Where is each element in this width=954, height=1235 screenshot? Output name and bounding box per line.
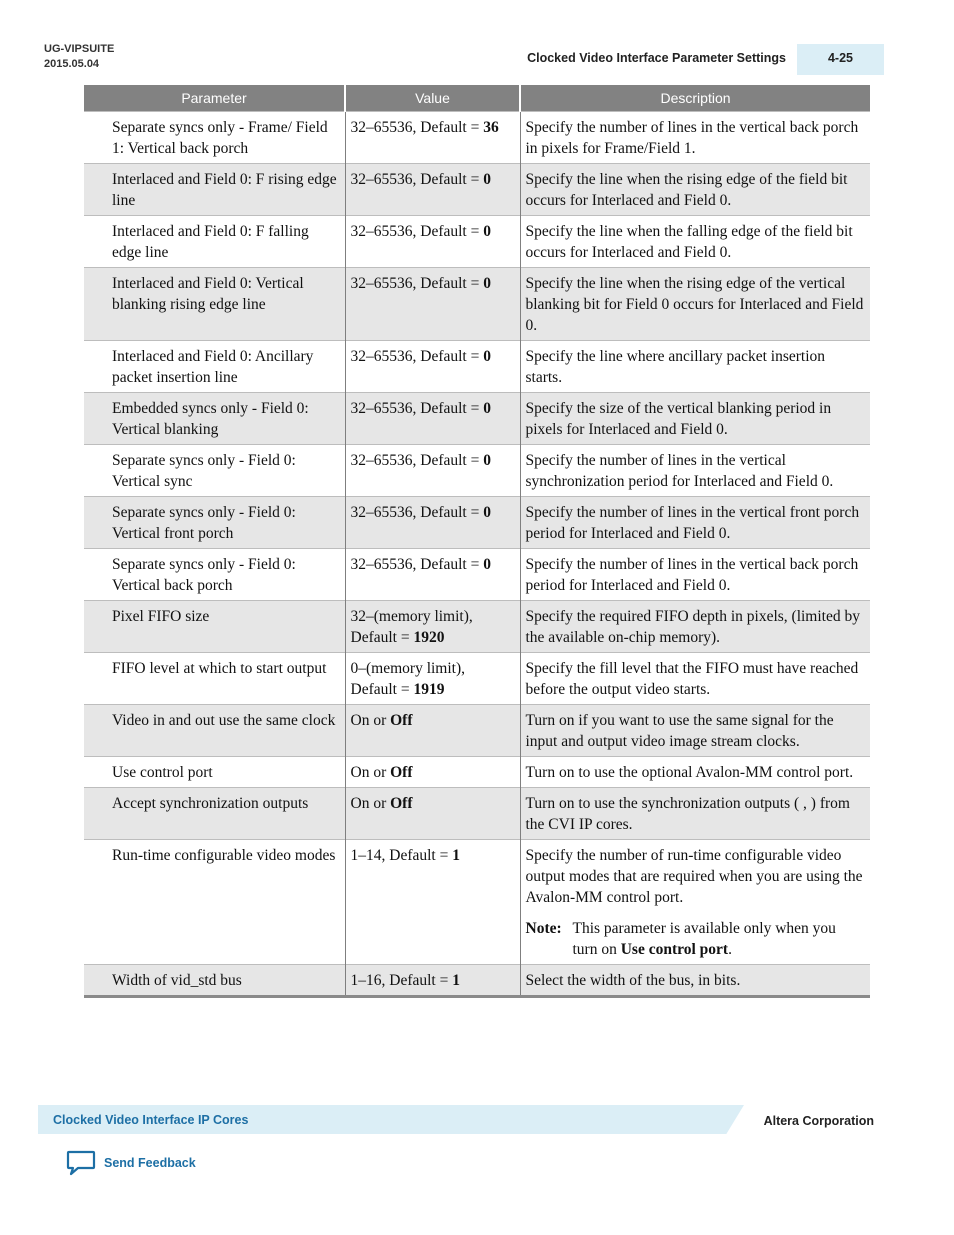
value-range: 32–65536, Default = bbox=[350, 119, 484, 136]
note-label: Note: bbox=[525, 920, 562, 937]
value-range: 0–(memory limit), Default = bbox=[350, 660, 466, 698]
table-row bbox=[84, 268, 870, 341]
default-value: 0 bbox=[483, 348, 491, 365]
description-text: Specify the number of lines in the vertical synchronization period for Interlaced and Field 0. bbox=[525, 452, 834, 490]
value-cell bbox=[345, 705, 520, 757]
table-row bbox=[84, 164, 870, 216]
description-text: Specify the line where ancillary packet insertion starts. bbox=[525, 348, 826, 386]
description-cell bbox=[520, 341, 870, 393]
default-value: 1 bbox=[452, 972, 460, 989]
default-value: 0 bbox=[483, 223, 491, 240]
parameter-name: Interlaced and Field 0: Ancillary packet insertion line bbox=[112, 348, 314, 386]
default-value: 1 bbox=[452, 847, 460, 864]
table-row bbox=[84, 601, 870, 653]
parameter-name: Width of vid_std bus bbox=[112, 972, 242, 989]
parameter-cell bbox=[84, 164, 345, 216]
description-text: Specify the line when the rising edge of the field bit occurs for Interlaced and Field 0. bbox=[525, 171, 848, 209]
parameter-cell bbox=[84, 965, 345, 997]
description-text: Specify the required FIFO depth in pixels, (limited by the available on-chip memory). bbox=[525, 608, 860, 646]
description-cell bbox=[520, 601, 870, 653]
parameter-name: Accept synchronization outputs bbox=[112, 795, 309, 812]
description-text: Specify the number of run-time configurable video output modes that are required when you are using the Avalon-MM control port. bbox=[525, 847, 863, 906]
value-range: 32–65536, Default = bbox=[350, 556, 484, 573]
description-text: Specify the number of lines in the vertical back porch in pixels for Frame/Field 1. bbox=[525, 119, 859, 157]
value-range: 1–16, Default = bbox=[350, 972, 453, 989]
table-row bbox=[84, 705, 870, 757]
value-cell bbox=[345, 341, 520, 393]
value-cell bbox=[345, 601, 520, 653]
footer-company: Altera Corporation bbox=[763, 1114, 874, 1128]
parameter-name: Embedded syncs only - Field 0: Vertical blanking bbox=[112, 400, 309, 438]
parameter-name: Separate syncs only - Field 0: Vertical sync bbox=[112, 452, 296, 490]
table-row bbox=[84, 497, 870, 549]
parameter-name: Run-time configurable video modes bbox=[112, 847, 336, 864]
description-text: Specify the number of lines in the vertical back porch period for Interlaced and Field 0. bbox=[525, 556, 859, 594]
value-cell bbox=[345, 757, 520, 788]
parameter-name: FIFO level at which to start output bbox=[112, 660, 327, 677]
description-text: Specify the number of lines in the vertical front porch period for Interlaced and Field 0. bbox=[525, 504, 860, 542]
value-cell bbox=[345, 788, 520, 840]
value-cell bbox=[345, 268, 520, 341]
parameter-cell bbox=[84, 445, 345, 497]
description-text: Specify the line when the rising edge of the vertical blanking bit for Field 0 occurs for Interlaced and Field 0. bbox=[525, 275, 864, 334]
value-range: 32–65536, Default = bbox=[350, 452, 484, 469]
default-value: 1920 bbox=[413, 629, 445, 646]
table-row bbox=[84, 840, 870, 965]
default-value: Off bbox=[390, 795, 413, 812]
note-text-prefix: This parameter is available only when you turn on bbox=[572, 920, 836, 958]
table-row bbox=[84, 549, 870, 601]
default-value: 0 bbox=[483, 556, 491, 573]
value-range: On or bbox=[350, 795, 391, 812]
value-cell bbox=[345, 965, 520, 997]
description-cell bbox=[520, 112, 870, 164]
send-feedback-label: Send Feedback bbox=[104, 1156, 196, 1170]
description-cell bbox=[520, 705, 870, 757]
default-value: 0 bbox=[483, 171, 491, 188]
table-row bbox=[84, 965, 870, 997]
value-range: 32–(memory limit), Default = bbox=[350, 608, 473, 646]
description-cell bbox=[520, 216, 870, 268]
note-block bbox=[526, 918, 865, 960]
default-value: 0 bbox=[483, 275, 491, 292]
value-range: 32–65536, Default = bbox=[350, 223, 484, 240]
description-cell bbox=[520, 757, 870, 788]
value-cell bbox=[345, 393, 520, 445]
parameter-cell bbox=[84, 393, 345, 445]
description-cell bbox=[520, 788, 870, 840]
value-cell bbox=[345, 497, 520, 549]
value-range: On or bbox=[350, 764, 391, 781]
value-cell bbox=[345, 549, 520, 601]
description-cell bbox=[520, 497, 870, 549]
value-range: 32–65536, Default = bbox=[350, 504, 484, 521]
default-value: 0 bbox=[483, 452, 491, 469]
column-header-description: Description bbox=[520, 85, 870, 112]
parameter-cell bbox=[84, 341, 345, 393]
parameter-cell bbox=[84, 840, 345, 965]
value-cell bbox=[345, 216, 520, 268]
value-range: 1–14, Default = bbox=[350, 847, 453, 864]
parameter-cell bbox=[84, 601, 345, 653]
section-title: Clocked Video Interface Parameter Settings bbox=[527, 51, 786, 65]
parameter-table bbox=[84, 85, 870, 998]
description-cell bbox=[520, 393, 870, 445]
parameter-cell bbox=[84, 757, 345, 788]
document-date: 2015.05.04 bbox=[44, 58, 100, 70]
parameter-name: Separate syncs only - Field 0: Vertical back porch bbox=[112, 556, 296, 594]
value-range: 32–65536, Default = bbox=[350, 275, 484, 292]
default-value: 0 bbox=[483, 504, 491, 521]
parameter-cell bbox=[84, 653, 345, 705]
description-text: Specify the fill level that the FIFO must have reached before the output video starts. bbox=[525, 660, 859, 698]
default-value: 1919 bbox=[413, 681, 445, 698]
note-text-bold: Use control port bbox=[620, 941, 729, 958]
parameter-cell bbox=[84, 497, 345, 549]
page-number: 4-25 bbox=[797, 44, 884, 75]
parameter-name: Pixel FIFO size bbox=[112, 608, 210, 625]
description-text: Select the width of the bus, in bits. bbox=[525, 972, 741, 989]
parameter-cell bbox=[84, 705, 345, 757]
parameter-cell bbox=[84, 788, 345, 840]
parameter-name: Separate syncs only - Frame/ Field 1: Vertical back porch bbox=[112, 119, 328, 157]
value-cell bbox=[345, 112, 520, 164]
parameter-cell bbox=[84, 216, 345, 268]
description-cell bbox=[520, 965, 870, 997]
parameter-name: Use control port bbox=[112, 764, 213, 781]
note-text-suffix: . bbox=[728, 941, 732, 958]
description-text: Turn on to use the synchronization outputs ( , ) from the CVI IP cores. bbox=[525, 795, 850, 833]
table-row bbox=[84, 216, 870, 268]
table-row bbox=[84, 788, 870, 840]
description-text: Turn on to use the optional Avalon-MM control port. bbox=[525, 764, 854, 781]
value-range: 32–65536, Default = bbox=[350, 171, 484, 188]
column-header-value: Value bbox=[345, 85, 520, 112]
parameter-cell bbox=[84, 268, 345, 341]
description-cell bbox=[520, 840, 870, 965]
speech-bubble-icon bbox=[66, 1150, 96, 1176]
value-cell bbox=[345, 653, 520, 705]
table-row bbox=[84, 341, 870, 393]
parameter-name: Interlaced and Field 0: F rising edge line bbox=[112, 171, 337, 209]
value-range: 32–65536, Default = bbox=[350, 400, 484, 417]
description-cell bbox=[520, 549, 870, 601]
table-row bbox=[84, 445, 870, 497]
value-range: 32–65536, Default = bbox=[350, 348, 484, 365]
value-range: On or bbox=[350, 712, 391, 729]
note-text bbox=[573, 918, 865, 960]
value-cell bbox=[345, 445, 520, 497]
table-row bbox=[84, 393, 870, 445]
parameter-name: Interlaced and Field 0: F falling edge line bbox=[112, 223, 309, 261]
footer-chapter-link[interactable]: Clocked Video Interface IP Cores bbox=[53, 1113, 249, 1127]
document-id: UG-VIPSUITE bbox=[44, 43, 115, 55]
default-value: Off bbox=[390, 764, 413, 781]
table-header-row bbox=[84, 85, 870, 112]
description-text: Specify the size of the vertical blanking period in pixels for Interlaced and Field 0. bbox=[525, 400, 832, 438]
description-cell bbox=[520, 445, 870, 497]
parameter-cell bbox=[84, 112, 345, 164]
description-cell bbox=[520, 164, 870, 216]
send-feedback-link[interactable] bbox=[66, 1150, 196, 1176]
parameter-cell bbox=[84, 549, 345, 601]
table-row bbox=[84, 112, 870, 164]
table-row bbox=[84, 653, 870, 705]
value-cell bbox=[345, 840, 520, 965]
parameter-name: Separate syncs only - Field 0: Vertical front porch bbox=[112, 504, 296, 542]
default-value: 0 bbox=[483, 400, 491, 417]
parameter-name: Video in and out use the same clock bbox=[112, 712, 336, 729]
column-header-parameter: Parameter bbox=[84, 85, 345, 112]
value-cell bbox=[345, 164, 520, 216]
document-id-block bbox=[44, 42, 114, 72]
description-text: Turn on if you want to use the same signal for the input and output video image stream clocks. bbox=[525, 712, 834, 750]
table-row bbox=[84, 757, 870, 788]
default-value: Off bbox=[390, 712, 413, 729]
description-cell bbox=[520, 268, 870, 341]
description-cell bbox=[520, 653, 870, 705]
description-text: Specify the line when the falling edge of the field bit occurs for Interlaced and Field 0. bbox=[525, 223, 853, 261]
default-value: 36 bbox=[483, 119, 499, 136]
parameter-name: Interlaced and Field 0: Vertical blanking rising edge line bbox=[112, 275, 304, 313]
